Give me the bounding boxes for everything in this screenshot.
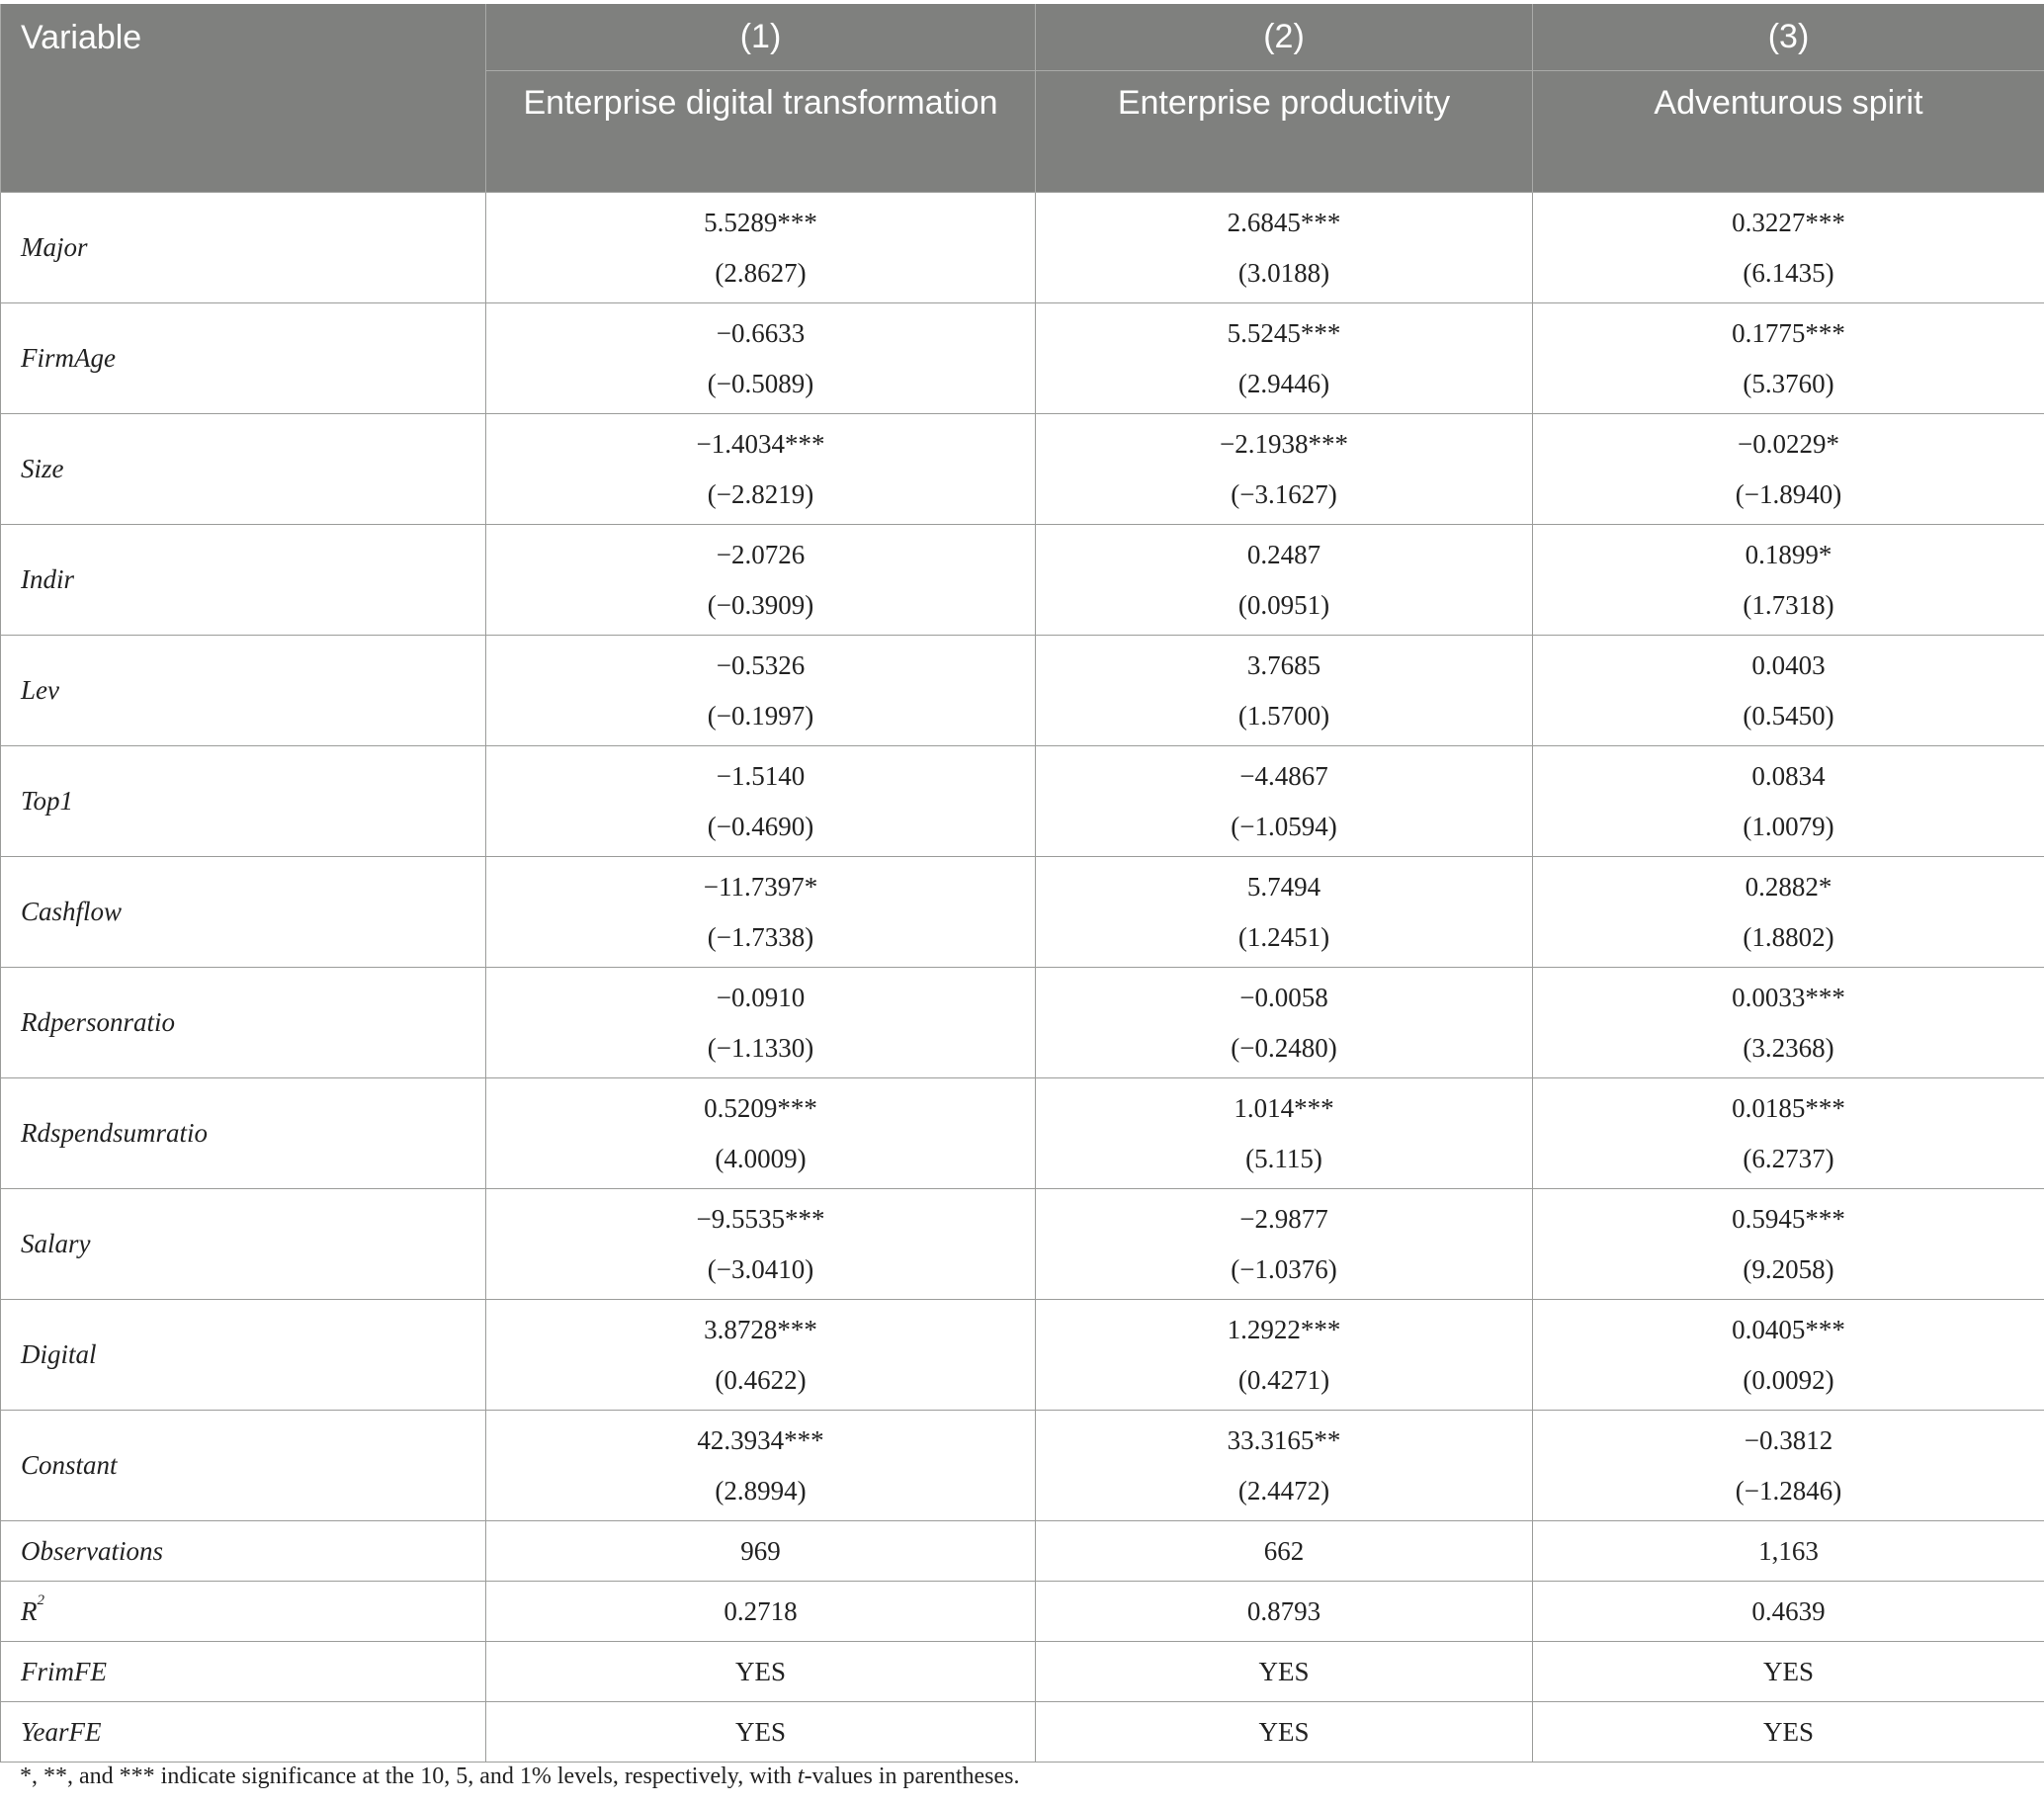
regression-table <box>0 4 2044 1763</box>
row-label: Rdspendsumratio <box>1 1078 486 1189</box>
coefficient: 0.0185*** <box>1732 1093 1845 1123</box>
cell-value <box>1533 1411 2044 1521</box>
cell-value <box>1036 193 1533 303</box>
col-title-3: Adventurous spirit <box>1533 71 2044 193</box>
coefficient: 42.3934*** <box>697 1425 824 1455</box>
coefficient: 5.7494 <box>1246 872 1321 902</box>
cell-value <box>1533 636 2044 746</box>
cell-value: YES <box>1533 1702 2044 1763</box>
cell-value: YES <box>1036 1642 1533 1702</box>
t-value: (−3.0410) <box>707 1254 814 1284</box>
cell-value: 0.2718 <box>486 1582 1036 1642</box>
table-row <box>1 525 2044 636</box>
regression-table-container <box>0 4 2044 1763</box>
row-label: Digital <box>1 1300 486 1411</box>
coefficient: −0.0058 <box>1239 983 1328 1012</box>
cell-value <box>1036 303 1533 414</box>
t-value: (1.8802) <box>1743 922 1834 952</box>
col-number-3: (3) <box>1533 4 2044 71</box>
coefficient: 3.7685 <box>1246 650 1321 680</box>
t-value: (−0.1997) <box>707 701 814 731</box>
coefficient: −0.0910 <box>716 983 806 1012</box>
table-body <box>1 193 2044 1763</box>
cell-value <box>1036 968 1533 1078</box>
t-value: (0.0951) <box>1237 590 1330 620</box>
cell-value <box>1036 525 1533 636</box>
cell-value <box>1533 1300 2044 1411</box>
cell-value <box>1036 414 1533 525</box>
coefficient: 0.1775*** <box>1732 318 1845 348</box>
coefficient: −1.5140 <box>716 761 806 791</box>
coefficient: −0.6633 <box>716 318 806 348</box>
cell-value <box>1036 746 1533 857</box>
t-value: (6.1435) <box>1743 258 1834 288</box>
col-number-1: (1) <box>486 4 1036 71</box>
t-value: (0.5450) <box>1743 701 1834 731</box>
cell-value <box>1036 636 1533 746</box>
cell-value <box>486 303 1036 414</box>
t-value: (1.7318) <box>1743 590 1834 620</box>
t-value: (−2.8219) <box>707 479 814 509</box>
t-value: (−0.4690) <box>707 812 814 841</box>
table-row <box>1 746 2044 857</box>
cell-value <box>1533 746 2044 857</box>
table-header <box>1 4 2044 193</box>
cell-value <box>486 1078 1036 1189</box>
t-value: (1.5700) <box>1237 701 1330 731</box>
coefficient: 0.0834 <box>1751 761 1826 791</box>
cell-value <box>1533 1078 2044 1189</box>
cell-value <box>1036 1078 1533 1189</box>
col-title-2: Enterprise productivity <box>1036 71 1533 193</box>
coefficient: 0.0033*** <box>1732 983 1845 1012</box>
coefficient: −2.9877 <box>1239 1204 1328 1234</box>
t-value: (3.0188) <box>1237 258 1330 288</box>
row-label: Major <box>1 193 486 303</box>
footnote-t: t <box>797 1763 805 1789</box>
cell-value <box>1036 1300 1533 1411</box>
t-value: (5.115) <box>1245 1144 1322 1173</box>
coefficient: −1.4034*** <box>696 429 825 459</box>
t-value: (0.4271) <box>1237 1365 1330 1395</box>
footnote-text-2: -values in parentheses. <box>804 1763 1020 1789</box>
t-value: (−1.0376) <box>1231 1254 1337 1284</box>
t-value: (2.8627) <box>715 258 807 288</box>
table-row <box>1 968 2044 1078</box>
coefficient: −0.3812 <box>1744 1425 1833 1455</box>
coefficient: −2.1938*** <box>1220 429 1348 459</box>
t-value: (−3.1627) <box>1231 479 1337 509</box>
coefficient: 0.1899* <box>1745 540 1832 569</box>
cell-value: YES <box>1036 1702 1533 1763</box>
cell-value <box>1533 968 2044 1078</box>
cell-value: 1,163 <box>1533 1521 2044 1582</box>
t-value: (3.2368) <box>1743 1033 1834 1063</box>
t-value: (2.9446) <box>1237 369 1330 398</box>
row-label: Top1 <box>1 746 486 857</box>
row-label: Salary <box>1 1189 486 1300</box>
col-number-2: (2) <box>1036 4 1533 71</box>
t-value: (5.3760) <box>1743 369 1834 398</box>
cell-value <box>486 968 1036 1078</box>
coefficient: 2.6845*** <box>1227 208 1341 237</box>
row-label: Rdpersonratio <box>1 968 486 1078</box>
coefficient: 3.8728*** <box>704 1315 817 1344</box>
footnote-text-1: *, **, and *** indicate significance at the 10, 5, and 1% levels, respectively, with <box>20 1763 798 1789</box>
table-row <box>1 857 2044 968</box>
coefficient: −0.5326 <box>716 650 806 680</box>
coefficient: 5.5245*** <box>1227 318 1341 348</box>
coefficient: −11.7397* <box>703 872 818 902</box>
t-value: (1.0079) <box>1743 812 1834 841</box>
cell-value <box>1533 525 2044 636</box>
t-value: (−0.3909) <box>707 590 814 620</box>
coefficient: 0.3227*** <box>1732 208 1845 237</box>
table-row-observations <box>1 1521 2044 1582</box>
t-value: (−1.0594) <box>1231 812 1337 841</box>
coefficient: −0.0229* <box>1738 429 1839 459</box>
t-value: (−1.1330) <box>707 1033 814 1063</box>
coefficient: 0.0405*** <box>1732 1315 1845 1344</box>
table-row <box>1 414 2044 525</box>
row-label: FirmAge <box>1 303 486 414</box>
t-value: (0.0092) <box>1743 1365 1834 1395</box>
cell-value: YES <box>486 1642 1036 1702</box>
cell-value <box>486 193 1036 303</box>
cell-value <box>1533 193 2044 303</box>
cell-value <box>1533 414 2044 525</box>
coefficient: 1.014*** <box>1234 1093 1334 1123</box>
table-row <box>1 1078 2044 1189</box>
cell-value <box>1533 1189 2044 1300</box>
cell-value: 0.8793 <box>1036 1582 1533 1642</box>
coefficient: 5.5289*** <box>704 208 817 237</box>
table-row <box>1 1411 2044 1521</box>
row-label: YearFE <box>1 1702 486 1763</box>
cell-value <box>486 414 1036 525</box>
table-row <box>1 636 2044 746</box>
coefficient: −4.4867 <box>1239 761 1328 791</box>
t-value: (4.0009) <box>715 1144 807 1173</box>
cell-value <box>486 525 1036 636</box>
table-row-r2 <box>1 1582 2044 1642</box>
t-value: (−0.2480) <box>1231 1033 1337 1063</box>
t-value: (0.4622) <box>715 1365 807 1395</box>
table-row <box>1 193 2044 303</box>
t-value: (2.8994) <box>715 1476 807 1505</box>
cell-value <box>486 857 1036 968</box>
row-label <box>1 1582 486 1642</box>
cell-value: 0.4639 <box>1533 1582 2044 1642</box>
t-value: (1.2451) <box>1237 922 1330 952</box>
row-label: Size <box>1 414 486 525</box>
r2-label: R <box>21 1595 38 1626</box>
cell-value <box>1036 857 1533 968</box>
t-value: (6.2737) <box>1743 1144 1834 1173</box>
coefficient: 0.0403 <box>1751 650 1826 680</box>
t-value: (−1.7338) <box>707 922 814 952</box>
cell-value: YES <box>486 1702 1036 1763</box>
cell-value: 662 <box>1036 1521 1533 1582</box>
cell-value <box>1036 1411 1533 1521</box>
table-row <box>1 1189 2044 1300</box>
cell-value <box>486 1189 1036 1300</box>
row-label: Observations <box>1 1521 486 1582</box>
coefficient: 33.3165** <box>1227 1425 1341 1455</box>
table-row <box>1 303 2044 414</box>
cell-value <box>1533 303 2044 414</box>
table-footnote <box>20 1763 1019 1790</box>
cell-value <box>486 1411 1036 1521</box>
coefficient: −9.5535*** <box>696 1204 825 1234</box>
table-row <box>1 1300 2044 1411</box>
cell-value <box>486 746 1036 857</box>
t-value: (9.2058) <box>1743 1254 1834 1284</box>
row-label: Indir <box>1 525 486 636</box>
cell-value <box>486 1300 1036 1411</box>
row-label: Constant <box>1 1411 486 1521</box>
cell-value: YES <box>1533 1642 2044 1702</box>
row-label: FrimFE <box>1 1642 486 1702</box>
r2-superscript: 2 <box>37 1591 44 1608</box>
coefficient: −2.0726 <box>716 540 806 569</box>
table-row-frimfe <box>1 1642 2044 1702</box>
cell-value <box>1533 857 2044 968</box>
t-value: (−1.2846) <box>1735 1476 1842 1505</box>
col-title-1: Enterprise digital transformation <box>486 71 1036 193</box>
coefficient: 0.5945*** <box>1732 1204 1845 1234</box>
cell-value: 969 <box>486 1521 1036 1582</box>
coefficient: 0.2882* <box>1745 872 1832 902</box>
row-label: Cashflow <box>1 857 486 968</box>
variable-header: Variable <box>1 4 486 193</box>
coefficient: 0.5209*** <box>704 1093 817 1123</box>
t-value: (−1.8940) <box>1735 479 1842 509</box>
row-label: Lev <box>1 636 486 746</box>
cell-value <box>486 636 1036 746</box>
cell-value <box>1036 1189 1533 1300</box>
t-value: (2.4472) <box>1237 1476 1330 1505</box>
table-row-yearfe <box>1 1702 2044 1763</box>
coefficient: 0.2487 <box>1246 540 1321 569</box>
coefficient: 1.2922*** <box>1227 1315 1341 1344</box>
t-value: (−0.5089) <box>707 369 814 398</box>
